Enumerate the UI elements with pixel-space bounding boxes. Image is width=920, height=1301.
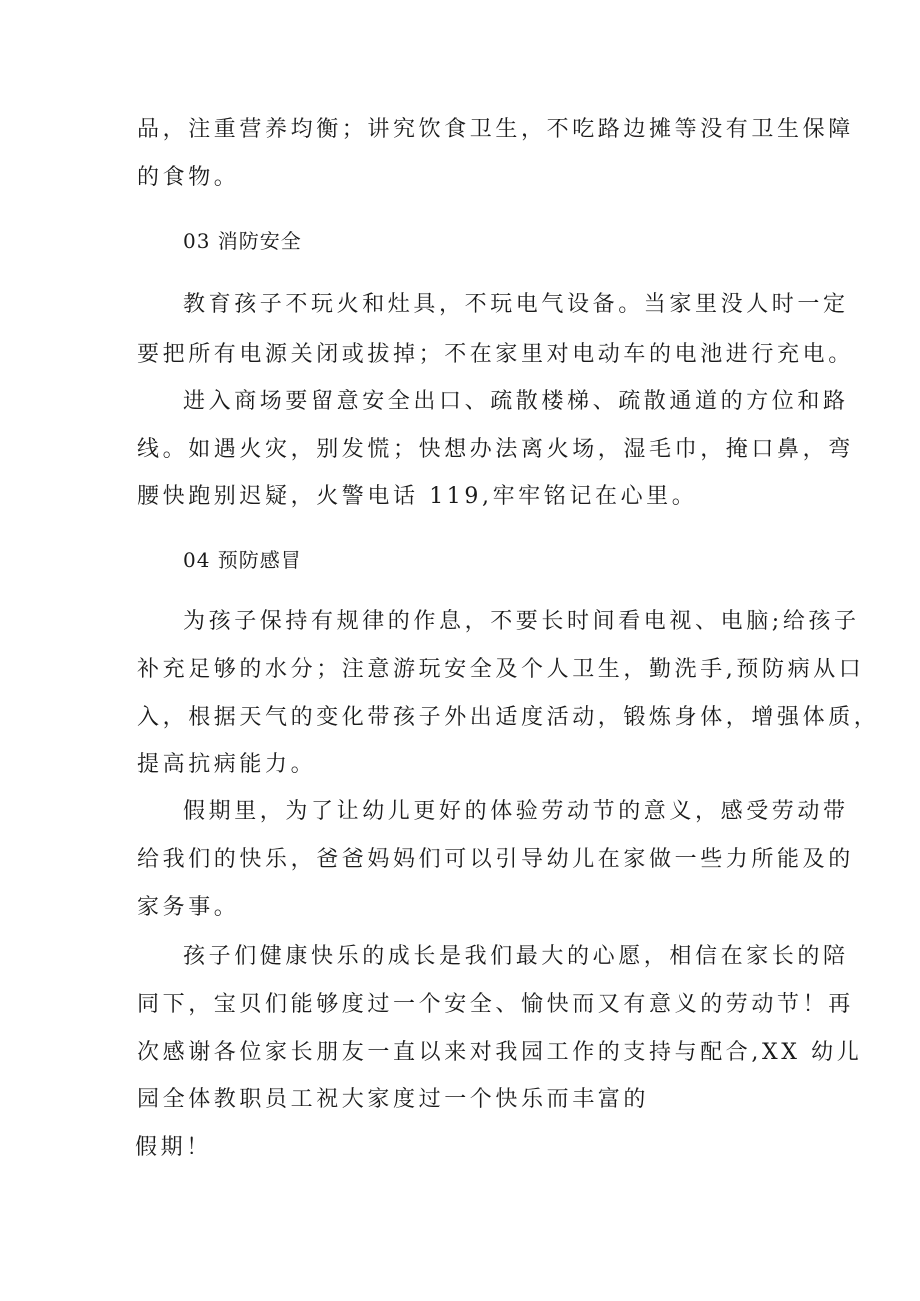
paragraph-line: 进入商场要留意安全出口、疏散楼梯、疏散通道的方位和路	[183, 389, 849, 414]
paragraph-line: 为孩子保持有规律的作息，不要长时间看电视、电脑;给孩子	[183, 609, 860, 634]
section-heading-cold-prevention: 04 预防感冒	[183, 548, 302, 572]
section-heading-fire-safety: 03 消防安全	[183, 229, 302, 253]
paragraph-line: 品，注重营养均衡；讲究饮食卫生，不吃路边摊等没有卫生保障	[137, 117, 854, 142]
paragraph-line: 假期里，为了让幼儿更好的体验劳动节的意义，感受劳动带	[183, 799, 849, 824]
paragraph-line: 同下，宝贝们能够度过一个安全、愉快而又有意义的劳动节！再	[137, 992, 854, 1017]
paragraph-line: 给我们的快乐，爸爸妈妈们可以引导幼儿在家做一些力所能及的	[137, 847, 854, 872]
paragraph-line: 假期！	[135, 1135, 212, 1160]
paragraph-line: 线。如遇火灾，别发慌；快想办法离火场，湿毛巾，掩口鼻，弯	[137, 437, 854, 462]
paragraph-line: 提高抗病能力。	[137, 752, 317, 777]
paragraph-line: 次感谢各位家长朋友一直以来对我园工作的支持与配合,XX 幼儿	[137, 1040, 863, 1065]
paragraph-line: 入，根据天气的变化带孩子外出适度活动，锻炼身体，增强体质，	[137, 705, 880, 730]
paragraph-line: 要把所有电源关闭或拔掉；不在家里对电动车的电池进行充电。	[137, 342, 854, 367]
paragraph-line: 腰快跑别迟疑，火警电话 119,牢牢铭记在心里。	[137, 484, 698, 509]
paragraph-line: 教育孩子不玩火和灶具，不玩电气设备。当家里没人时一定	[183, 292, 849, 317]
paragraph-line: 园全体教职员工祝大家度过一个快乐而丰富的	[137, 1087, 650, 1112]
paragraph-line: 补充足够的水分；注意游玩安全及个人卫生，勤洗手,预防病从口	[137, 657, 865, 682]
paragraph-line: 孩子们健康快乐的成长是我们最大的心愿，相信在家长的陪	[183, 944, 849, 969]
paragraph-line: 的食物。	[137, 165, 240, 190]
paragraph-line: 家务事。	[137, 895, 240, 920]
